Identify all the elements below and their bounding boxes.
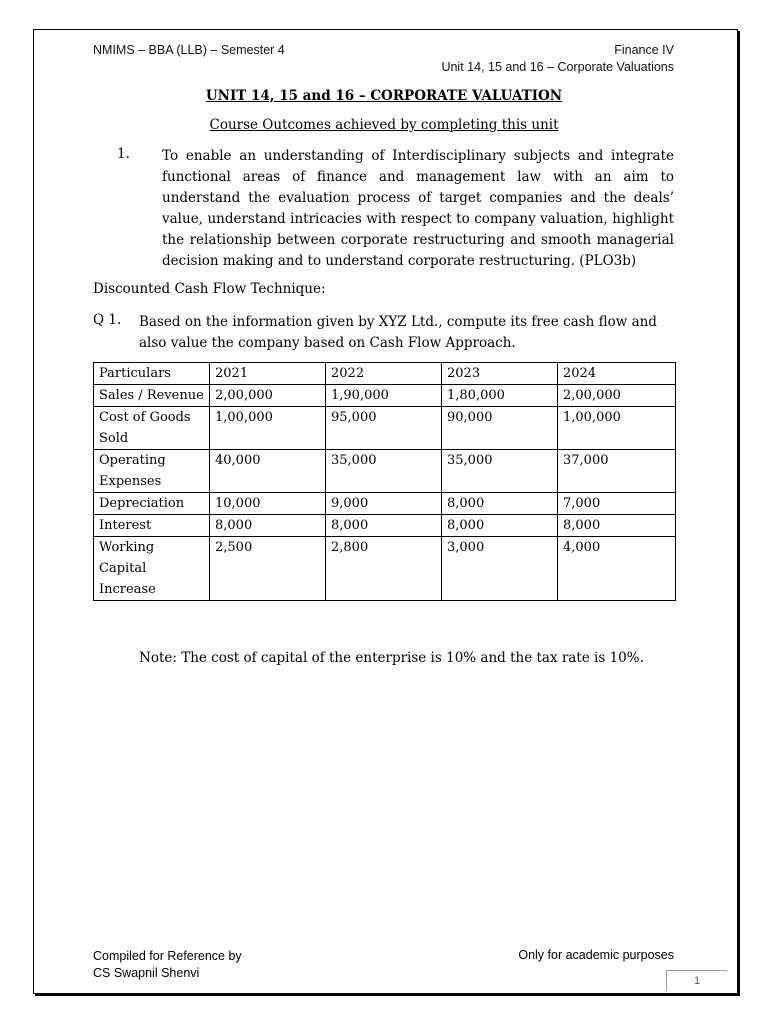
- table-cell-particular: Sales / Revenue: [94, 385, 210, 407]
- section-heading: Discounted Cash Flow Technique:: [93, 281, 326, 297]
- table-cell-particular: Depreciation: [94, 493, 210, 515]
- table-header-row: [94, 363, 676, 385]
- table-cell: 8,000: [558, 515, 676, 537]
- footer-compiled-label: Compiled for Reference by: [93, 949, 242, 963]
- table-cell: 3,000: [442, 537, 558, 601]
- table-header-cell: 2023: [442, 363, 558, 385]
- header-unit: Unit 14, 15 and 16 – Corporate Valuations: [441, 60, 674, 74]
- footer-left: [93, 948, 242, 982]
- table-cell: 40,000: [210, 450, 326, 493]
- table-header-cell: 2024: [558, 363, 676, 385]
- header-course: Finance IV: [614, 43, 674, 57]
- table-cell: 2,00,000: [210, 385, 326, 407]
- table-cell: 35,000: [326, 450, 442, 493]
- table-cell: 8,000: [442, 493, 558, 515]
- table-cell: 35,000: [442, 450, 558, 493]
- table-row: [94, 407, 676, 450]
- table-header-cell: 2022: [326, 363, 442, 385]
- table-cell: 8,000: [210, 515, 326, 537]
- table-cell: 1,00,000: [558, 407, 676, 450]
- table-cell-particular: Interest: [94, 515, 210, 537]
- footer-author: CS Swapnil Shenvi: [93, 966, 200, 980]
- table-cell: 8,000: [442, 515, 558, 537]
- table-cell: 90,000: [442, 407, 558, 450]
- page-subtitle: Course Outcomes achieved by completing this unit: [209, 117, 559, 133]
- table-row: [94, 537, 676, 601]
- question-text: Based on the information given by XYZ Ltd., compute its free cash flow and also value the company based on Cash Flow Approach.: [139, 314, 657, 351]
- outcome-number: 1.: [117, 146, 130, 162]
- table-row: [94, 385, 676, 407]
- table-cell: 2,00,000: [558, 385, 676, 407]
- table-header-cell: Particulars: [94, 363, 210, 385]
- table-cell: 10,000: [210, 493, 326, 515]
- question-number: Q 1.: [93, 312, 122, 328]
- table-cell: 37,000: [558, 450, 676, 493]
- table-cell: 1,80,000: [442, 385, 558, 407]
- note-text: Note: The cost of capital of the enterprise is 10% and the tax rate is 10%.: [139, 650, 644, 666]
- table-cell: 4,000: [558, 537, 676, 601]
- table-cell: 2,800: [326, 537, 442, 601]
- table-cell-particular: Cost of Goods Sold: [94, 407, 210, 450]
- outcome-text: To enable an understanding of Interdisciplinary subjects and integrate functional areas of finance and management law with an aim to understand the evaluation process of target companies and the deals’ value, understand intricacies with respect to company valuation, highlight the relationship between corporate restructuring and smooth managerial decision making and to understand corporate restructuring. (PLO3b): [162, 148, 674, 269]
- header-left: NMIMS – BBA (LLB) – Semester 4: [93, 43, 285, 57]
- table-row: [94, 493, 676, 515]
- table-cell: 95,000: [326, 407, 442, 450]
- table-cell: 1,90,000: [326, 385, 442, 407]
- page-title: UNIT 14, 15 and 16 – CORPORATE VALUATION: [205, 88, 563, 104]
- cash-flow-table: [93, 362, 676, 601]
- table-row: [94, 515, 676, 537]
- footer-right: Only for academic purposes: [518, 948, 674, 962]
- table-cell-particular: Operating Expenses: [94, 450, 210, 493]
- table-cell: 9,000: [326, 493, 442, 515]
- table-cell: 1,00,000: [210, 407, 326, 450]
- table-header-cell: 2021: [210, 363, 326, 385]
- table-cell: 7,000: [558, 493, 676, 515]
- page-number: 1: [666, 970, 727, 991]
- table-cell-particular: Working Capital Increase: [94, 537, 210, 601]
- table-row: [94, 450, 676, 493]
- table-cell: 2,500: [210, 537, 326, 601]
- table-cell: 8,000: [326, 515, 442, 537]
